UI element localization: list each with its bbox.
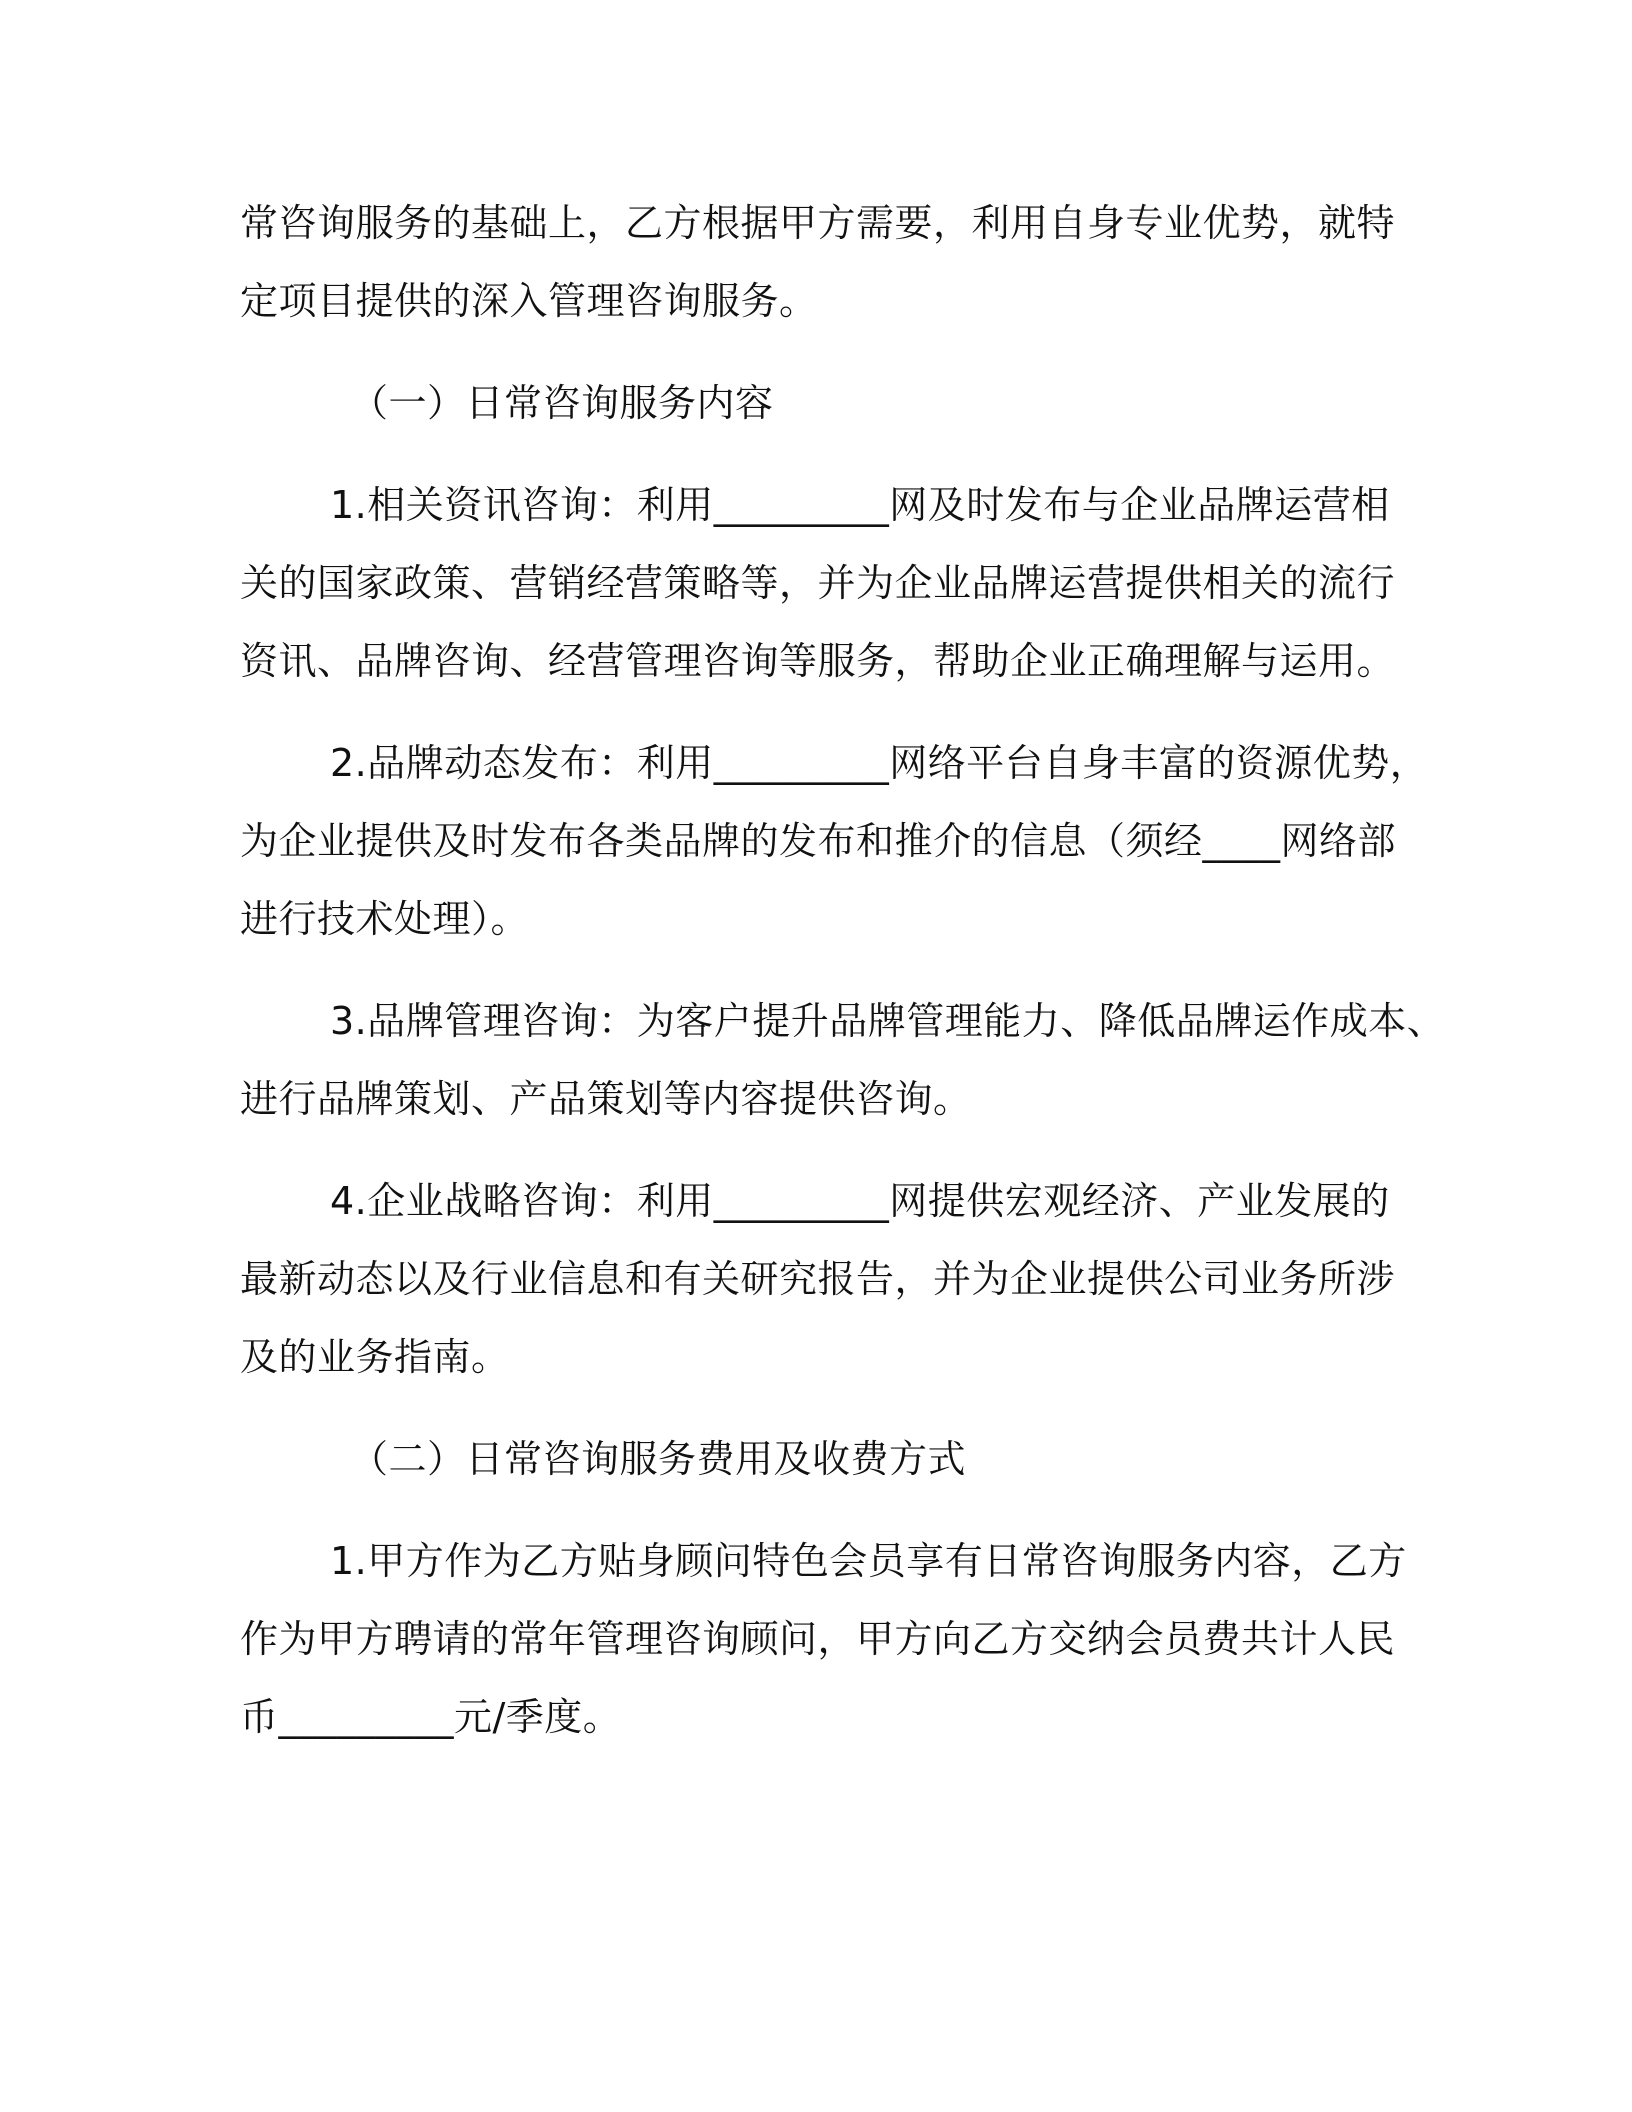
paragraph-gap xyxy=(240,442,1400,466)
text-line: 及的业务指南。 xyxy=(240,1335,510,1379)
text-line: 关的国家政策、营销经营策略等，并为企业品牌运营提供相关的流行 xyxy=(240,561,1396,605)
text-line: 1.相关资讯咨询：利用_________网及时发布与企业品牌运营相 xyxy=(330,483,1390,527)
paragraph-gap xyxy=(240,1396,1400,1420)
text-line: 作为甲方聘请的常年管理咨询顾问，甲方向乙方交纳会员费共计人民 xyxy=(240,1617,1396,1661)
heading-text: （一）日常咨询服务内容 xyxy=(350,381,774,425)
text-line: 定项目提供的深入管理咨询服务。 xyxy=(240,279,818,323)
text-line: 常咨询服务的基础上，乙方根据甲方需要，利用自身专业优势，就特 xyxy=(240,201,1396,245)
paragraph-gap xyxy=(240,958,1400,982)
text-line: 2.品牌动态发布：利用_________网络平台自身丰富的资源优势， xyxy=(330,741,1429,785)
text-line: 进行品牌策划、产品策划等内容提供咨询。 xyxy=(240,1077,972,1121)
text-line: 4.企业战略咨询：利用_________网提供宏观经济、产业发展的 xyxy=(330,1179,1390,1223)
paragraph-gap xyxy=(240,340,1400,364)
intro-paragraph xyxy=(240,184,1400,340)
item-3-paragraph xyxy=(240,982,1446,1138)
text-line: 为企业提供及时发布各类品牌的发布和推介的信息（须经____网络部 xyxy=(240,819,1397,863)
section-heading-1 xyxy=(240,364,1400,442)
text-line: 最新动态以及行业信息和有关研究报告，并为企业提供公司业务所涉 xyxy=(240,1257,1396,1301)
text-line: 进行技术处理）。 xyxy=(240,897,530,941)
heading-text: （二）日常咨询服务费用及收费方式 xyxy=(350,1437,967,1481)
paragraph-gap xyxy=(240,700,1400,724)
text-line: 3.品牌管理咨询：为客户提升品牌管理能力、降低品牌运作成本、 xyxy=(330,999,1446,1043)
document-body xyxy=(240,184,1446,1756)
item-2-paragraph xyxy=(240,724,1429,958)
item-1-paragraph xyxy=(240,466,1400,700)
paragraph-gap xyxy=(240,1498,1400,1522)
text-line: 资讯、品牌咨询、经营管理咨询等服务，帮助企业正确理解与运用。 xyxy=(240,639,1396,683)
section-heading-2 xyxy=(240,1420,1400,1498)
paragraph-gap xyxy=(240,1138,1400,1162)
item-4-paragraph xyxy=(240,1162,1400,1396)
fee-paragraph xyxy=(240,1522,1407,1756)
text-line: 币_________元/季度。 xyxy=(240,1695,622,1739)
text-line: 1.甲方作为乙方贴身顾问特色会员享有日常咨询服务内容，乙方 xyxy=(330,1539,1407,1583)
